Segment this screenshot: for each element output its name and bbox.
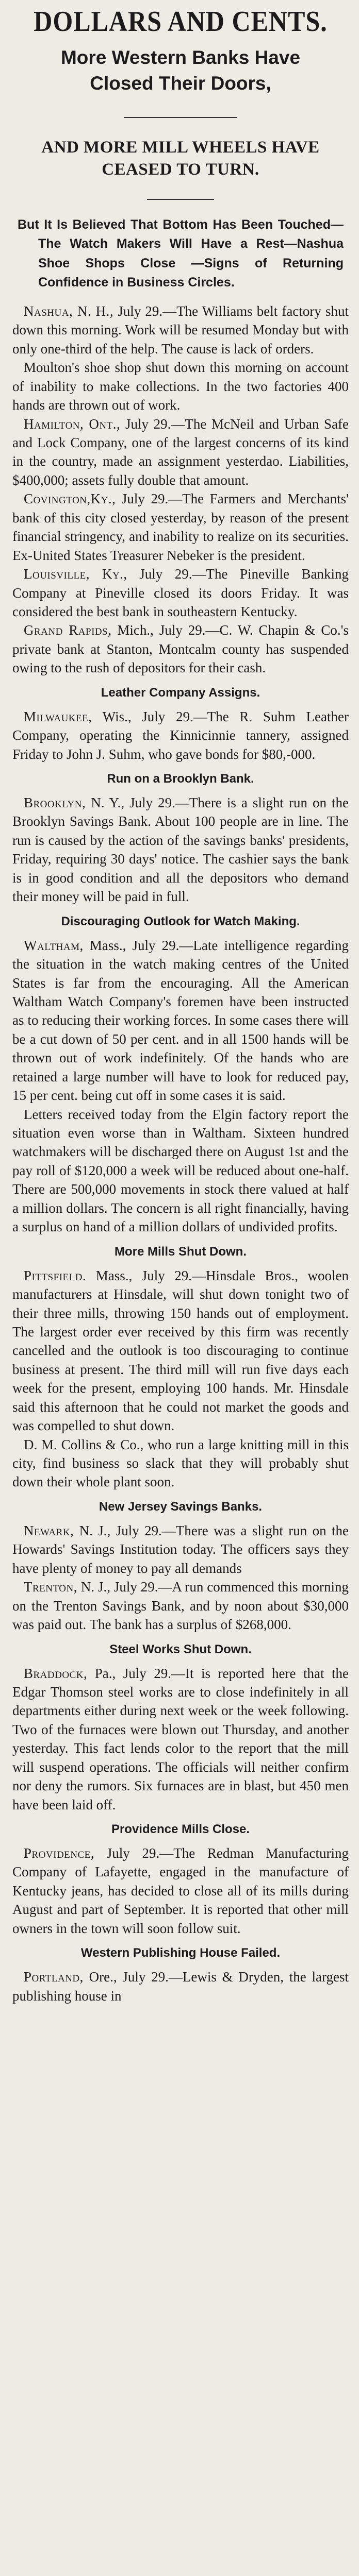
paragraph-text: N. J., July 29.—There was a slight run on the Howards' Savings Institution today. The officers says they have plenty of money to pay all demands [12,1522,349,1576]
dateline: Nashua, N. H., [24,303,114,319]
article-paragraph [12,489,349,565]
article-paragraph [12,1435,349,1492]
paragraph-text: Wis., July 29.—The R. Suhm Leather Company, operating the Kinnicinnie tannery, assigned Friday to John J. Suhm, who gave bonds for $80,-000. [12,708,349,762]
paragraph-text: July 29.—The Farmers and Merchants' bank of this city closed yesterday, by reason of the present financial stringency, and inability to realize on its securities. Ex-United States Treasurer Nebeker is the president. [12,491,349,563]
paragraph-text: July 29.—The Redman Manufacturing Company of Lafayette, engaged in the manufacture of Kentucky jeans, has decided to close all of its mills during August and part of September. It is reported that other mill owners in the town will soon follow suit. [12,1845,349,1936]
section-subhead: Western Publishing House Failed. [80,1946,281,1960]
second-headline: More Western Banks Have Closed Their Doors, [60,47,301,94]
dateline: Providence, [24,1845,95,1861]
article-paragraph [12,936,349,1105]
dateline: Milwaukee, [24,708,92,724]
paragraph-text: Moulton's shoe shop shut down this morning on account of inability to make collections. In the two factories 400 hands are thrown out of work. [12,360,349,413]
paragraph-text: N. Y., July 29.—There is a slight run on the Brooklyn Savings Bank. About 100 people are in line. The run is caused by the action of the savings banks' presidents, Friday, requiring 30 days' notice. The cashier says the bank is in good condition and all the depositors who demand their money will be paid in full. [12,795,349,905]
article-paragraph [12,358,349,414]
article-paragraph [12,1105,349,1236]
paragraph-text: N. J., July 29.—A run commenced this morning on the Trenton Savings Bank, and by noon about $30,000 was paid out. The bank has a surplus of $268,000. [12,1579,349,1633]
paragraph-text: July 29.—The Williams belt factory shut down this morning. Work will be resumed Monday but with only one-third of the help. The cause is lack of orders. [12,303,349,357]
section-subhead: Discouraging Outlook for Watch Making. [61,914,300,928]
section-subhead: Leather Company Assigns. [101,685,260,700]
section-subhead: New Jersey Savings Banks. [99,1499,263,1514]
dateline: Braddock, [24,1665,88,1681]
deck-summary: But It Is Believed That Bottom Has Been Touched—The Watch Makers Will Have a Rest—Nashua Shoe Shops Close —Signs of Returning Confidence in Business Circles. [18,217,344,290]
article-paragraph [12,793,349,906]
section-subhead: Run on a Brooklyn Bank. [107,772,254,786]
article-paragraph [12,707,349,764]
deck-divider [147,199,214,200]
paragraph-text: D. M. Collins & Co., who run a large knitting mill in this city, find business so slack that they will probably shut down their whole plant soon. [12,1436,349,1490]
article-paragraph [12,415,349,490]
article-paragraph [12,1664,349,1815]
headline-divider [124,117,237,118]
paragraph-text: Mich., July 29.—C. W. Chapin & Co.'s private bank at Stanton, Montcalm county has suspended owing to the rush of depositors for their cash. [12,622,349,676]
paragraph-text: Pa., July 29.—It is reported here that the Edgar Thomson steel works are to close indefinitely in all departments either during next week or the week following. Two of the furnaces were blown out Thursday, and another yesterday. This fact lends color to the report that the mill will suspend operations. The officials will neither confirm nor deny the rumors. Six furnaces are in blast, but 450 men have been laid off. [12,1665,349,1812]
article-paragraph [12,565,349,621]
main-headline: DOLLARS AND CENTS. [34,5,328,38]
dateline: Hamilton, Ont., [24,416,121,432]
article-paragraph [12,1266,349,1435]
paragraph-text: Ore., July 29.—Lewis & Dryden, the largest publishing house in [12,1969,349,2004]
paragraph-text: July 29.—The Pineville Banking Company at Pineville closed its doors Friday. It was considered the best bank in southeastern Kentucky. [12,566,349,619]
paragraph-text: Letters received today from the Elgin factory report the situation even worse than in Waltham. Sixteen hundred watchmakers will be discharged there on August 1st and the pay roll of $120,000 a week will be reduced about one-half. There are 500,000 movements in stock there valued at half a million dollars. The concern is all right financially, having a surplus on hand of a million dollars of undivided profits. [12,1106,349,1235]
dateline: Waltham, [24,937,84,953]
dateline: Portland, [24,1969,84,1985]
article-paragraph [12,1578,349,1634]
article-paragraph [12,1844,349,1938]
article-body [12,302,349,2005]
article-paragraph [12,1521,349,1578]
article-paragraph [12,302,349,358]
section-subhead: More Mills Shut Down. [115,1244,247,1259]
dateline: Louisville, Ky., [24,566,127,582]
paragraph-text: Mass., July 29.—Hinsdale Bros., woolen manufacturers at Hinsdale, will shut down tonight two of their three mills, throwing 150 hands out of employment. The largest order ever received by this firm was recently cancelled and the outlook is too discouraging to continue business at present. The third mill will run five days each week for the present, employing 100 hands. Mr. Hinsdale said this afternoon that he could not market the goods and was compelled to shut down. [12,1267,349,1434]
paragraph-text: Mass., July 29.—Late intelligence regarding the situation in the watch making centres of the United States is far from the encouraging. All the American Waltham Watch Company's foremen have been instructed as to reducing their working forces. In some cases there will be a cut down of 50 per cent. and in all 1500 hands will be thrown out of work indefinitely. Of the hands who are retained a large number will have to look for reduced pay, 15 per cent. being cut off in some cases it is said. [12,937,349,1104]
dateline: Brooklyn, [24,795,86,811]
article-paragraph [12,1968,349,2005]
dateline: Covington,Ky., [24,491,116,507]
paragraph-text: July 29.—The McNeil and Urban Safe and Lock Company, one of the largest concerns of its kind in the country, made an assignment yesterdao. Liabilities, $400,000; assets fully double that amount. [12,416,349,488]
dateline: Grand Rapids, [24,622,112,638]
dateline: Trenton, [24,1579,77,1595]
article-paragraph [12,621,349,677]
dateline: Pittsfield. [24,1267,87,1283]
dateline: Newark, [24,1522,74,1538]
third-headline: AND MORE MILL WHEELS HAVE CEASED TO TURN. [41,138,320,179]
section-subhead: Steel Works Shut Down. [109,1642,252,1656]
section-subhead: Providence Mills Close. [111,1822,250,1837]
